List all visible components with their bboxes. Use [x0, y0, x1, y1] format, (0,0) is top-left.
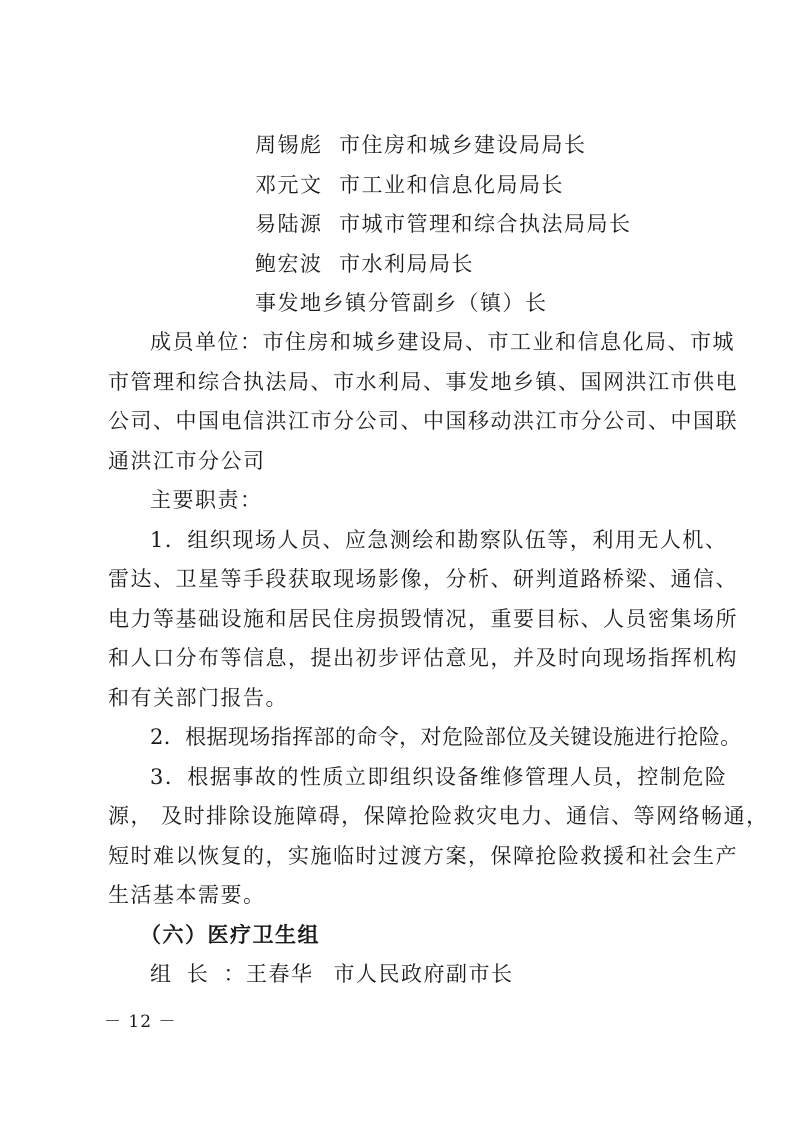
member-row [255, 170, 715, 200]
member-title: 市城市管理和综合执法局局长 [339, 212, 632, 236]
member-units-line: 公司、中国电信洪江市分公司、中国移动洪江市分公司、中国联 [108, 409, 738, 433]
duty-item-1-line: 和有关部门报告。 [108, 686, 288, 710]
duty-item-3-line: 3．根据事故的性质立即组织设备维修管理人员，控制危险 [150, 765, 728, 789]
member-name: 周锡彪 [255, 133, 323, 157]
duties-heading: 主要职责： [150, 488, 263, 512]
group-leader-name: 王春华 [246, 962, 314, 986]
duty-item-1-line: 雷达、卫星等手段获取现场影像，分析、研判道路桥梁、通信、 [108, 567, 738, 591]
duty-item-2: 2．根据现场指挥部的命令，对危险部位及关键设施进行抢险。 [150, 725, 742, 749]
member-row [255, 249, 715, 279]
member-units-line: 市管理和综合执法局、市水利局、事发地乡镇、国网洪江市供电 [108, 370, 738, 394]
member-row [255, 130, 715, 160]
member-title: 市住房和城乡建设局局长 [339, 133, 587, 157]
group-leader-label: 组长： [150, 962, 246, 986]
duty-item-1-line: 和人口分布等信息，提出初步评估意见，并及时向现场指挥机构 [108, 646, 738, 670]
page-number: － 12 － [104, 1012, 177, 1032]
member-row [255, 288, 715, 318]
group-leader-row [108, 959, 698, 989]
duty-item-3-line: 短时难以恢复的，实施临时过渡方案，保障抢险救援和社会生产 [108, 844, 738, 868]
member-name: 易陆源 [255, 212, 323, 236]
member-name: 鲍宏波 [255, 252, 323, 276]
duty-item-1-line: 电力等基础设施和居民住房损毁情况，重要目标、人员密集场所 [108, 607, 738, 631]
duty-item-3-line: 源， 及时排除设施障碍，保障抢险救灾电力、通信、等网络畅通， [108, 804, 769, 828]
duty-item-3-line: 生活基本需要。 [108, 883, 266, 907]
duty-item-1-line: 1．组织现场人员、应急测绘和勘察队伍等，利用无人机、 [150, 528, 728, 552]
member-units-line: 通洪江市分公司 [108, 449, 266, 473]
member-title: 市工业和信息化局局长 [339, 173, 564, 197]
member-units-line: 成员单位：市住房和城乡建设局、市工业和信息化局、市城 [150, 330, 735, 354]
section-heading: （六）医疗卫生组 [140, 922, 320, 947]
member-title: 市水利局局长 [339, 252, 474, 276]
group-leader-title: 市人民政府副市长 [333, 962, 514, 986]
member-row [255, 209, 715, 239]
member-title: 事发地乡镇分管副乡（镇）长 [255, 291, 548, 315]
member-name: 邓元文 [255, 173, 323, 197]
